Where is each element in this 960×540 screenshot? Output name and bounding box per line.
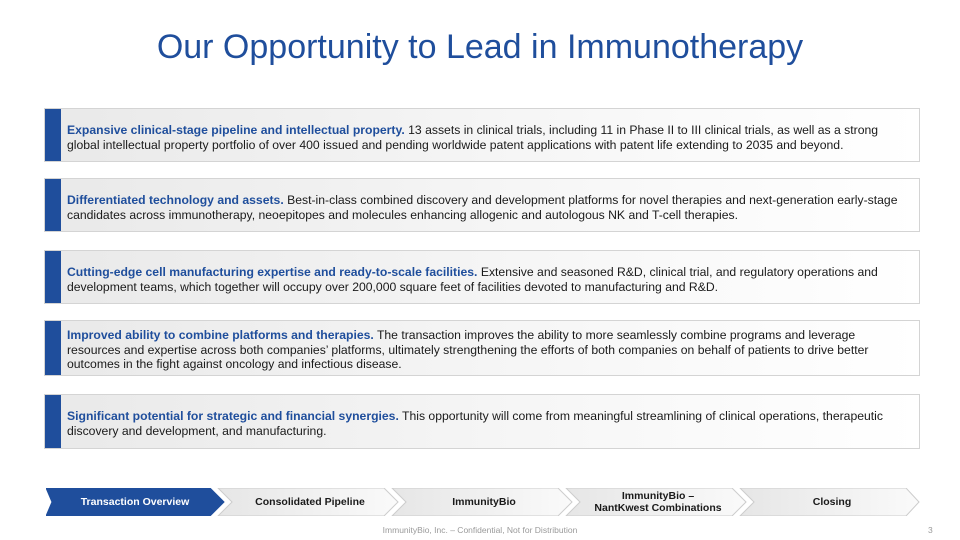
nav-step-immunitybio[interactable] <box>404 488 564 516</box>
accent-bar <box>45 321 61 375</box>
point-text <box>67 193 911 222</box>
point-body: 13 assets in clinical trials, including 11 in Phase II to III clinical trials, as well as a strong global intellectual property portfolio of over 400 issued and pending worldwide patent applications with patent life extending to 2035 and beyond. <box>67 123 879 152</box>
point-card-1 <box>44 108 920 162</box>
nav-step-label: ImmunityBio – <box>621 490 695 502</box>
nav-step-label: ImmunityBio <box>452 496 516 508</box>
point-card-2 <box>44 178 920 232</box>
accent-bar <box>45 395 61 448</box>
nav-step-transaction-overview[interactable] <box>54 488 216 516</box>
nav-step-label: Consolidated Pipeline <box>255 496 365 508</box>
section-navigation <box>46 488 920 516</box>
point-text <box>67 328 911 372</box>
point-body: Extensive and seasoned R&D, clinical trial, and regulatory operations and development teams, which together will occupy over 200,000 square feet of facilities devoted to manufacturing and R&D. <box>67 265 878 294</box>
nav-step-label: Closing <box>812 496 852 508</box>
nav-step-label: Transaction Overview <box>80 496 190 508</box>
point-heading: Differentiated technology and assets. <box>67 193 284 207</box>
point-heading: Cutting-edge cell manufacturing expertise and ready-to-scale facilities. <box>67 265 478 279</box>
accent-bar <box>45 251 61 303</box>
point-card-3 <box>44 250 920 304</box>
footer-confidential: ImmunityBio, Inc. – Confidential, Not for Distribution <box>382 525 578 535</box>
accent-bar <box>45 179 61 231</box>
point-heading: Significant potential for strategic and financial synergies. <box>67 409 399 423</box>
point-text <box>67 123 911 152</box>
nav-step-label-line2: NantKwest Combinations <box>594 502 722 514</box>
point-text <box>67 409 911 438</box>
point-body: The transaction improves the ability to more seamlessly combine programs and leverage resources and expertise across both companies’ platforms, ultimately strengthening the efforts of both companies on behalf of patients to drive better outcomes in the fight against oncology and infectious disease. <box>67 328 869 371</box>
point-text <box>67 265 911 294</box>
nav-step-immunitybio-nantkwest[interactable] <box>578 488 738 516</box>
nav-step-closing[interactable] <box>752 488 912 516</box>
point-body: Best-in-class combined discovery and development platforms for novel therapies and next-generation early-stage candidates across immunotherapy, neoepitopes and molecules enhancing allogenic and autologous NK and T-cell therapies. <box>67 193 898 222</box>
point-card-4 <box>44 320 920 376</box>
point-heading: Expansive clinical-stage pipeline and intellectual property. <box>67 123 405 137</box>
point-card-5 <box>44 394 920 449</box>
nav-step-consolidated-pipeline[interactable] <box>230 488 390 516</box>
accent-bar <box>45 109 61 161</box>
slide-title: Our Opportunity to Lead in Immunotherapy <box>156 28 804 66</box>
point-heading: Improved ability to combine platforms and therapies. <box>67 328 374 342</box>
point-body: This opportunity will come from meaningful streamlining of clinical operations, therapeutic discovery and development, and manufacturing. <box>67 409 883 438</box>
page-number: 3 <box>928 525 933 535</box>
